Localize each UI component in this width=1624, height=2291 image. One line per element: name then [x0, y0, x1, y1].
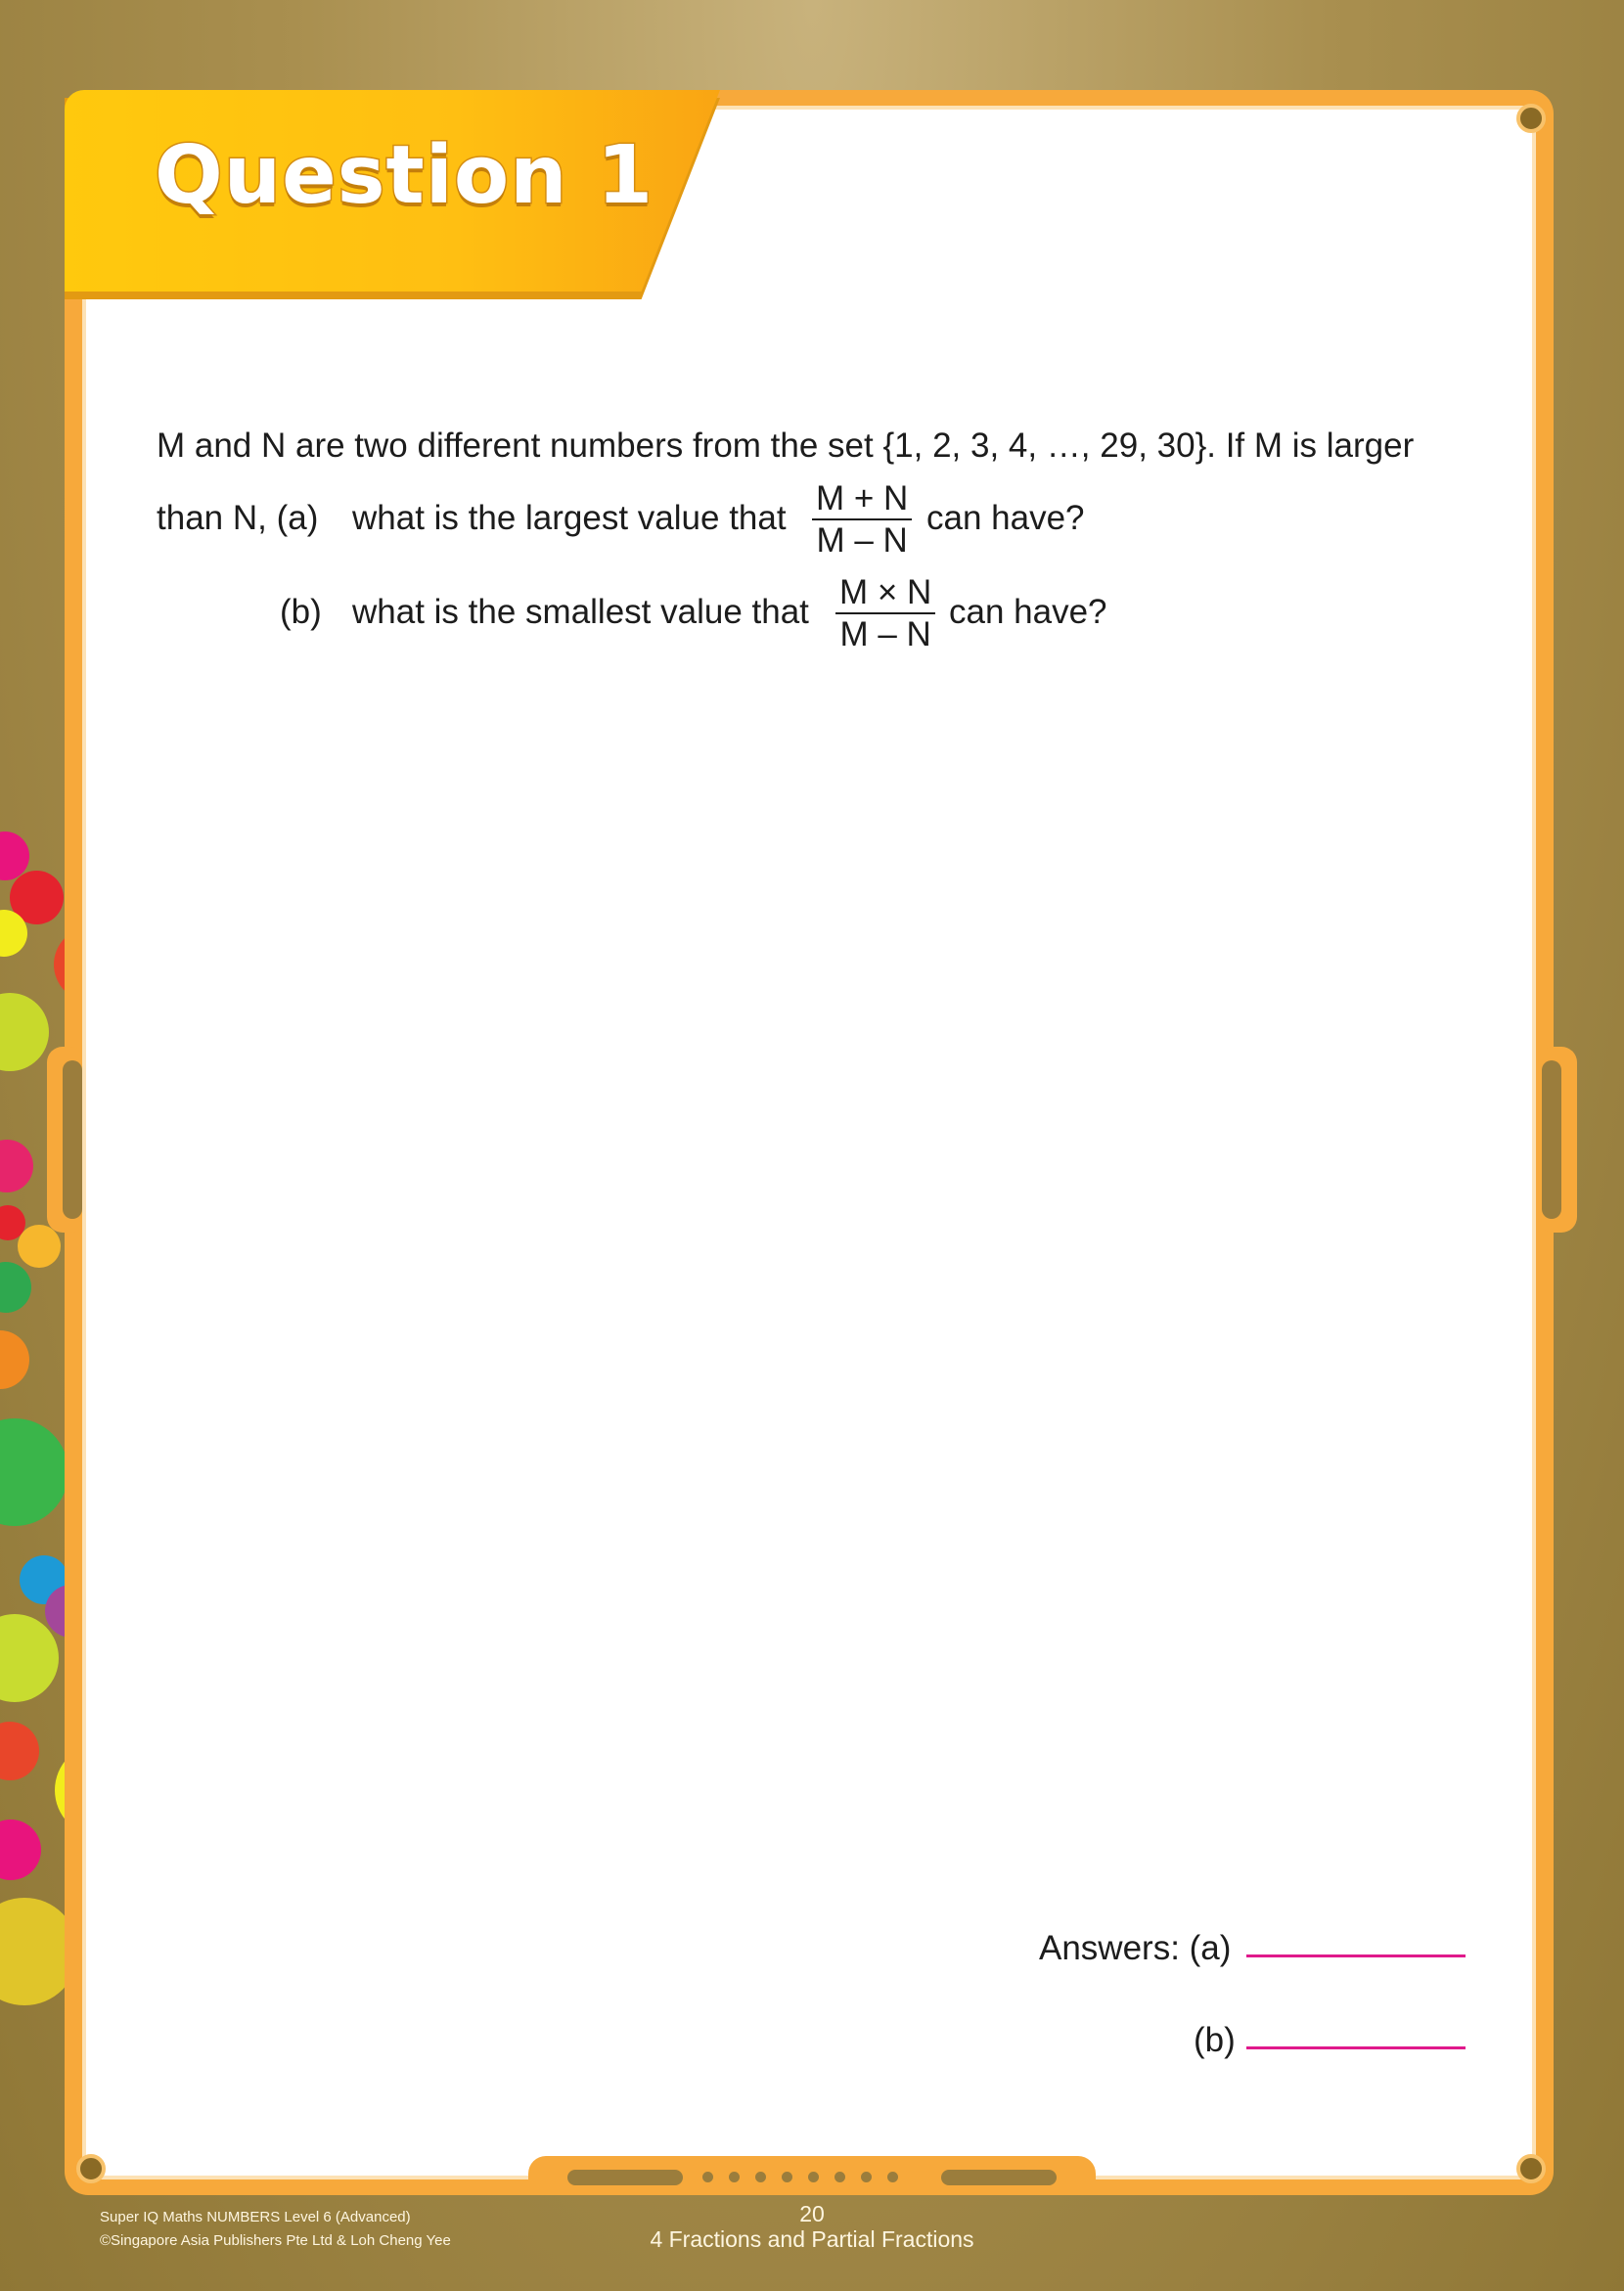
- answer-label-a: Answers: (a): [1039, 1929, 1232, 1967]
- decorative-dot: [18, 1225, 61, 1268]
- frame-pip: [702, 2172, 713, 2182]
- decorative-dot: [0, 1418, 68, 1526]
- frame-pip: [835, 2172, 845, 2182]
- fraction-numerator: M + N: [816, 479, 909, 517]
- frame-slot: [567, 2170, 683, 2185]
- frame-pip: [782, 2172, 792, 2182]
- part-b-fraction: [835, 573, 935, 655]
- frame-pip: [755, 2172, 766, 2182]
- decorative-dot: [0, 1819, 41, 1880]
- content-panel: [82, 106, 1536, 2179]
- bolt-icon: [1516, 104, 1546, 133]
- answer-line-b[interactable]: [1246, 2046, 1466, 2049]
- decorative-dot: [0, 1330, 29, 1389]
- frame-pip: [887, 2172, 898, 2182]
- bolt-icon: [76, 2154, 106, 2183]
- fraction-numerator: M × N: [839, 573, 932, 611]
- decorative-dot: [0, 1140, 33, 1192]
- frame-notch: [1542, 1060, 1561, 1219]
- page-number: 20: [799, 2201, 825, 2226]
- frame-pip: [808, 2172, 819, 2182]
- part-b-suffix: can have?: [949, 593, 1107, 631]
- frame-bottom-tab: [528, 2156, 1096, 2195]
- part-a-fraction: [812, 479, 912, 562]
- frame-pip: [861, 2172, 872, 2182]
- frame-slot: [941, 2170, 1057, 2185]
- frame-side-tab-left: [47, 1047, 86, 1233]
- decorative-dot: [0, 1262, 31, 1313]
- part-a-text: what is the largest value that: [352, 499, 787, 537]
- part-a-suffix: can have?: [926, 499, 1085, 537]
- part-b-label: (b): [280, 593, 322, 631]
- frame-pip: [729, 2172, 740, 2182]
- frame-notch: [63, 1060, 82, 1219]
- frame-side-tab-right: [1538, 1047, 1577, 1233]
- fraction-denominator: M – N: [816, 521, 908, 560]
- fraction-denominator: M – N: [839, 615, 931, 653]
- decorative-dot: [0, 1722, 39, 1780]
- decorative-dot: [0, 993, 49, 1071]
- footer-copyright: ©Singapore Asia Publishers Pte Ltd & Loh Cheng Yee: [100, 2232, 451, 2249]
- bolt-icon: [1516, 2154, 1546, 2183]
- footer-book-title: Super IQ Maths NUMBERS Level 6 (Advanced): [100, 2209, 411, 2225]
- answer-label-b: (b): [1194, 2021, 1236, 2059]
- page-title: Question 1: [155, 129, 654, 222]
- answer-line-a[interactable]: [1246, 1954, 1466, 1957]
- part-b-text: what is the smallest value that: [352, 593, 809, 631]
- question-line-2-prefix: than N, (a): [157, 499, 319, 537]
- chapter-title: 4 Fractions and Partial Fractions: [650, 2226, 974, 2252]
- question-line-1: M and N are two different numbers from the set {1, 2, 3, 4, …, 29, 30}. If M is larger: [157, 427, 1415, 465]
